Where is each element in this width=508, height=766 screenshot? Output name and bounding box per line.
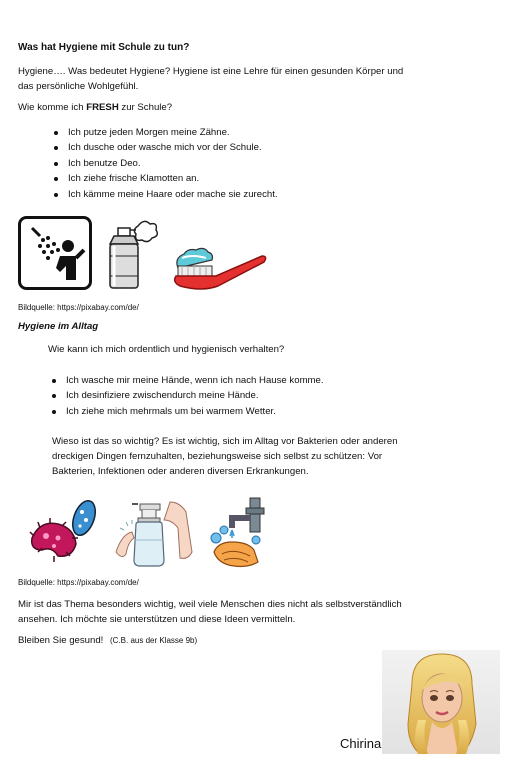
signature: Chirina bbox=[340, 736, 382, 751]
deodorant-icon bbox=[104, 216, 160, 292]
hand-sanitizer-icon bbox=[112, 496, 198, 570]
intro-paragraph bbox=[18, 64, 403, 94]
farewell-line bbox=[18, 633, 197, 648]
closing-line: Mir ist das Thema besonders wichtig, weil viele Menschen dies nicht als selbstverständlich bbox=[18, 599, 402, 610]
section-heading: Hygiene im Alltag bbox=[18, 321, 99, 332]
list-item: Ich wasche mir meine Hände, wenn ich nach Hause komme. bbox=[66, 373, 324, 388]
closing-paragraph bbox=[18, 597, 402, 627]
list-item: Ich benutze Deo. bbox=[68, 156, 278, 171]
section-question: Wie kann ich mich ordentlich und hygienisch verhalten? bbox=[48, 344, 285, 355]
question-bold: FRESH bbox=[86, 102, 119, 113]
shower-icon bbox=[18, 216, 92, 290]
question-text: zur Schule? bbox=[118, 102, 173, 113]
intro-line: Hygiene…. Was bedeutet Hygiene? Hygiene ist eine Lehre für einen gesunden Körper und bbox=[18, 66, 404, 77]
page-title: Was hat Hygiene mit Schule zu tun? bbox=[18, 42, 190, 53]
list-item: Ich dusche oder wasche mich vor der Schule. bbox=[68, 140, 278, 155]
list-item: Ich desinfiziere zwischendurch meine Hände. bbox=[66, 388, 324, 403]
avatar bbox=[382, 650, 500, 754]
image-source-caption: Bildquelle: https://pixabay.com/de/ bbox=[18, 303, 139, 312]
handwashing-icon bbox=[206, 494, 270, 570]
question-text: Wie komme ich bbox=[18, 102, 87, 113]
image-source-caption: Bildquelle: https://pixabay.com/de/ bbox=[18, 578, 139, 587]
toothbrush-icon bbox=[172, 242, 268, 292]
list-item: Ich ziehe frische Klamotten an. bbox=[68, 171, 278, 186]
bacteria-icon bbox=[26, 498, 102, 568]
why-paragraph bbox=[52, 434, 398, 479]
list-item: Ich putze jeden Morgen meine Zähne. bbox=[68, 125, 278, 140]
alltag-list bbox=[66, 373, 324, 419]
author-note: (C.B. aus der Klasse 9b) bbox=[110, 636, 198, 645]
farewell-text: Bleiben Sie gesund! bbox=[18, 635, 104, 646]
fresh-list bbox=[68, 125, 278, 202]
why-line: dreckigen Dingen fernzuhalten, beziehungsweise sich selbst zu schützen: Vor bbox=[52, 451, 383, 462]
list-item: Ich kämme meine Haare oder mache sie zurecht. bbox=[68, 187, 278, 202]
why-line: Wieso ist das so wichtig? Es ist wichtig, sich im Alltag vor Bakterien oder anderen bbox=[52, 436, 398, 447]
fresh-question bbox=[18, 100, 172, 115]
why-line: Bakterien, Infektionen oder anderen diversen Erkrankungen. bbox=[52, 466, 309, 477]
closing-line: ansehen. Ich möchte sie unterstützen und diese Ideen vermitteln. bbox=[18, 614, 296, 625]
list-item: Ich ziehe mich mehrmals um bei warmem Wetter. bbox=[66, 404, 324, 419]
intro-line: das persönliche Wohlgefühl. bbox=[18, 81, 139, 92]
